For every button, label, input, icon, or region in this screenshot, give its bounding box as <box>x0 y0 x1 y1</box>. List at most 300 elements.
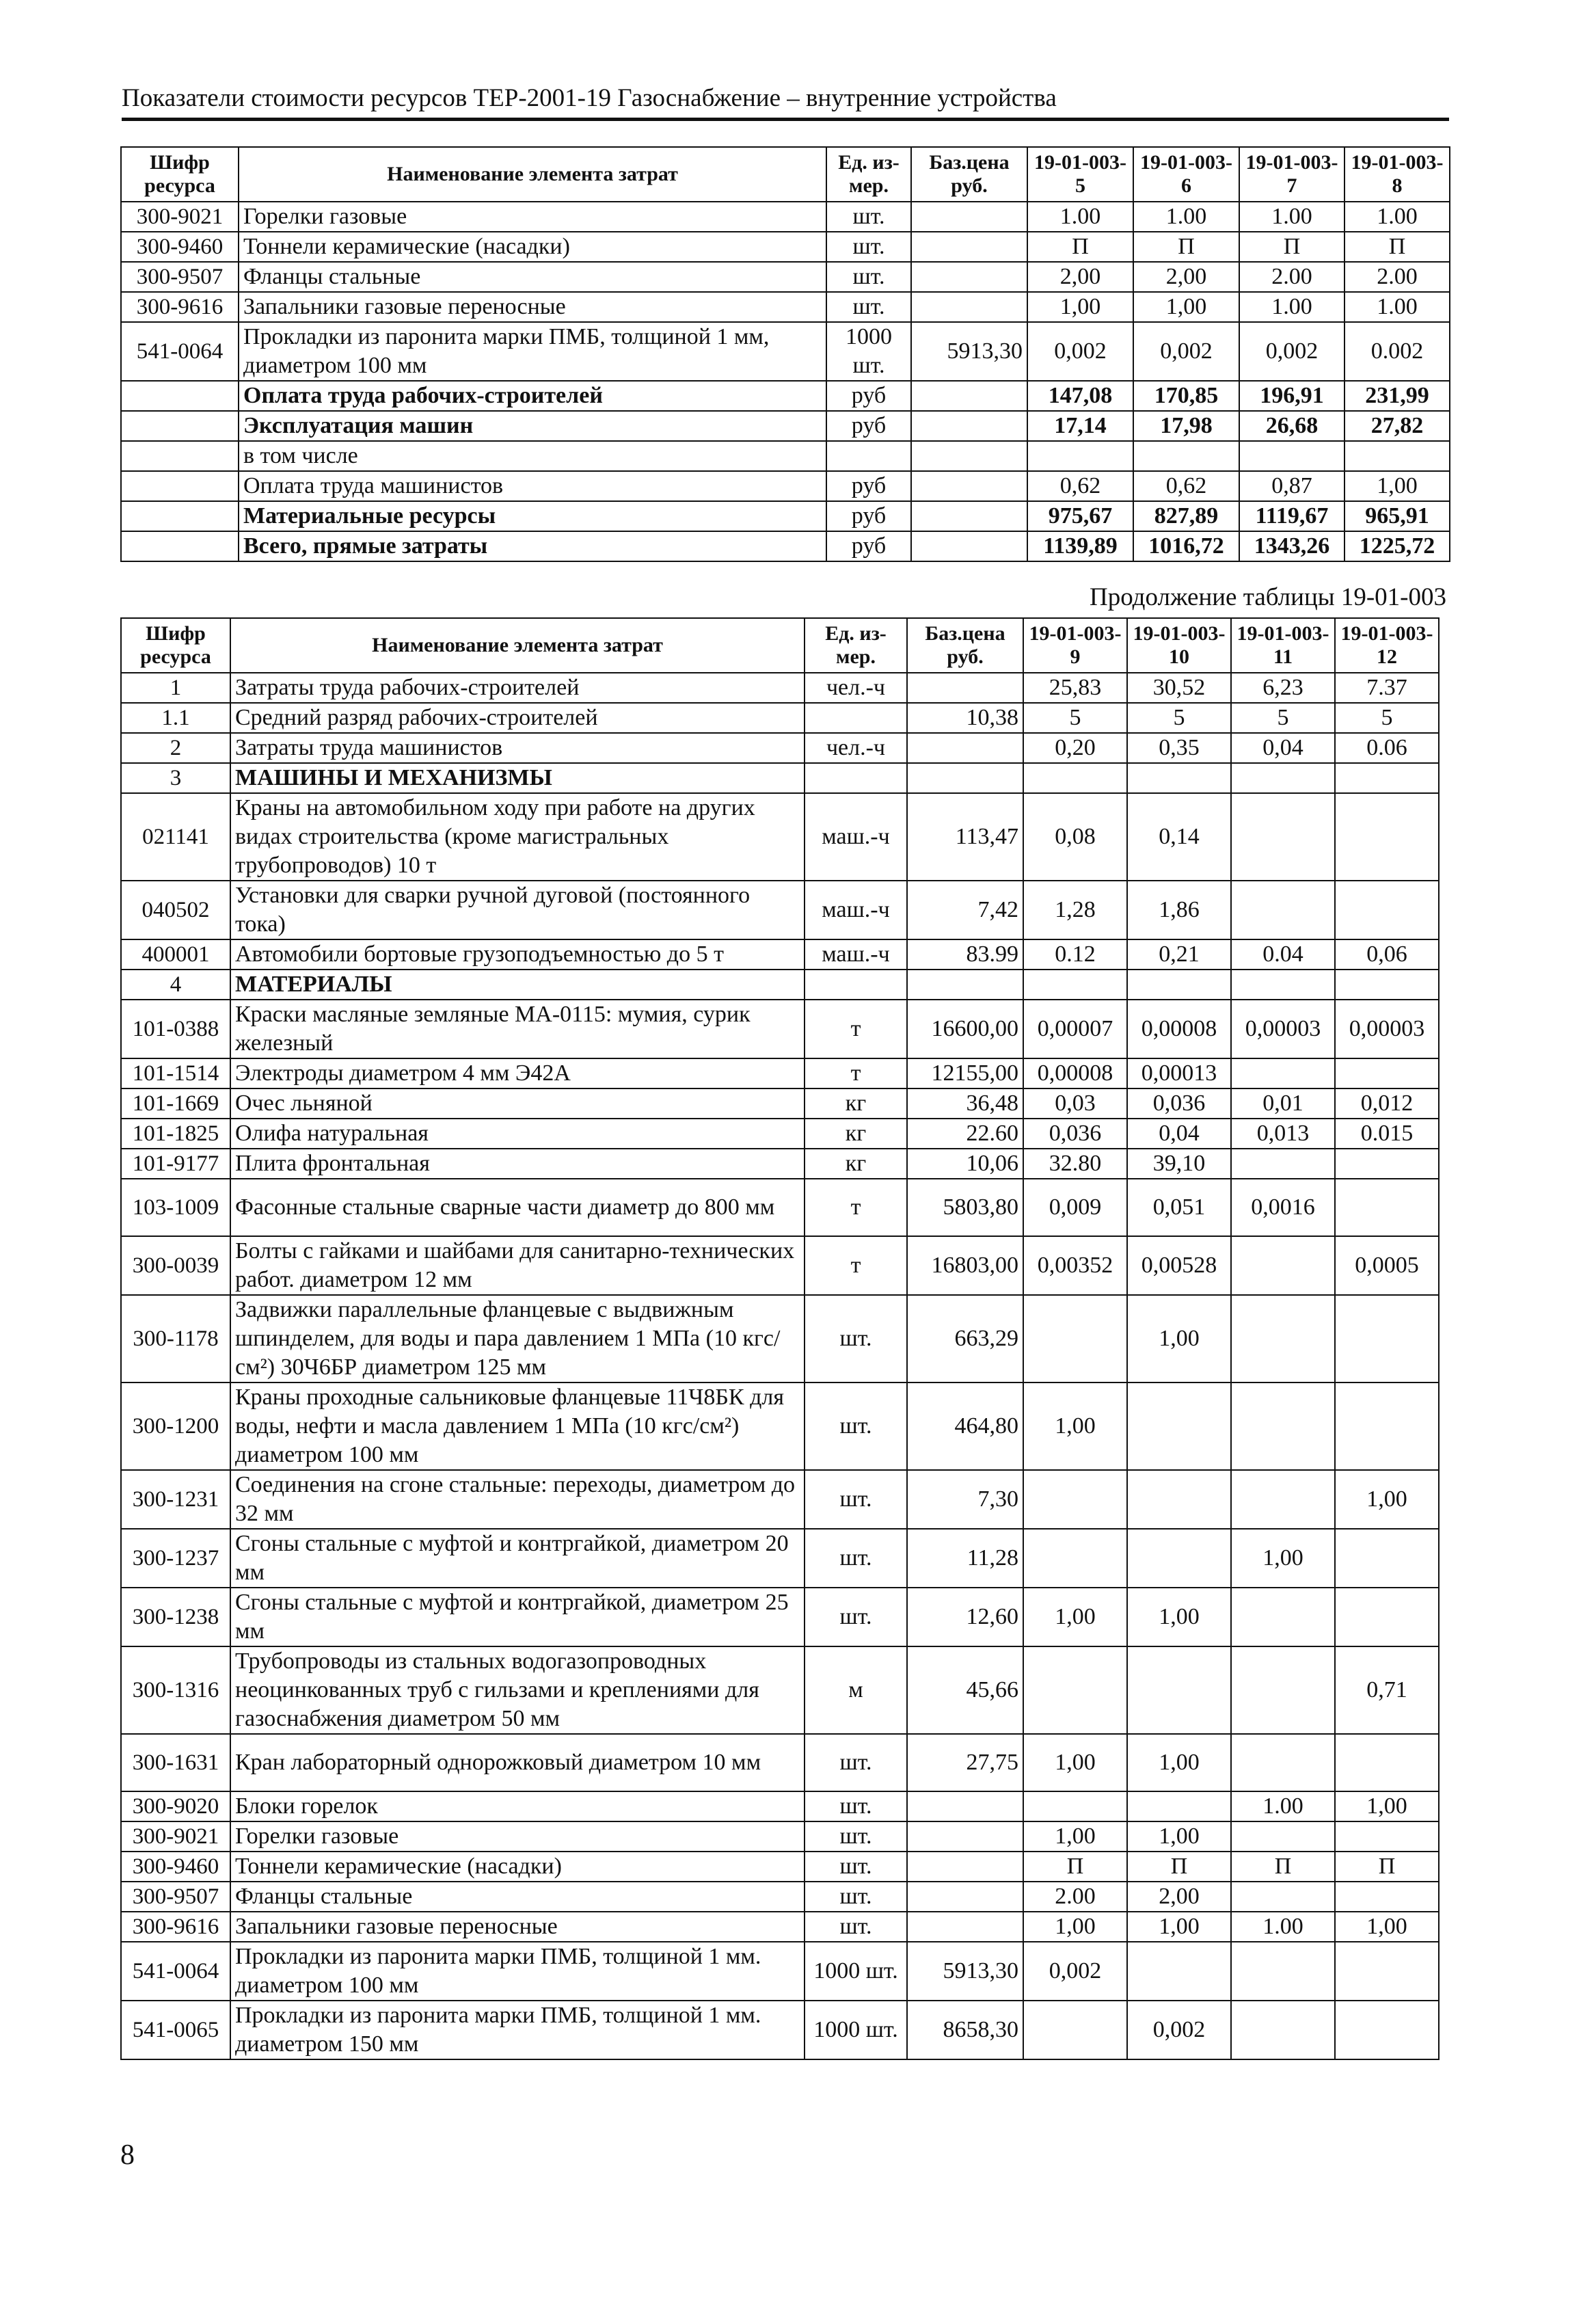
element-name-cell: Тоннели керамические (насадки) <box>230 1852 805 1882</box>
unit-cell: 1000 шт. <box>805 1942 907 2001</box>
unit-cell: шт. <box>805 1912 907 1942</box>
rate-value-cell <box>1231 1646 1335 1734</box>
rate-value-cell: 27,82 <box>1344 411 1450 441</box>
rate-value-cell: 6,23 <box>1231 673 1335 703</box>
element-name-cell: Материальные ресурсы <box>239 501 826 531</box>
base-price-cell: 16803,00 <box>907 1236 1023 1295</box>
rate-value-cell <box>1231 1734 1335 1791</box>
base-price-cell: 16600,00 <box>907 1000 1023 1058</box>
resource-code-cell: 300-1200 <box>121 1383 230 1470</box>
resource-code-cell <box>121 411 239 441</box>
base-price-cell: 7,30 <box>907 1470 1023 1529</box>
col-header-rate-4: 19-01-003-8 <box>1344 147 1450 202</box>
rate-value-cell: П <box>1239 232 1344 262</box>
element-name-cell: Задвижки параллельные фланцевые с выдвижным шпинделем, для воды и пара давлением 1 МПа (10 кгс/см²) 30Ч6БР диаметром 125 мм <box>230 1295 805 1383</box>
resource-code-cell: 101-1514 <box>121 1058 230 1088</box>
rate-value-cell: 0,051 <box>1127 1179 1231 1236</box>
resource-code-cell: 101-1825 <box>121 1119 230 1149</box>
rate-value-cell <box>1335 1529 1439 1588</box>
table-row <box>121 2001 1439 2059</box>
running-header: Показатели стоимости ресурсов ТЕР-2001-19 Газоснабжение – внутренние устройства <box>122 84 1057 112</box>
rate-value-cell: 0,87 <box>1239 471 1344 501</box>
element-name-cell: Автомобили бортовые грузоподъемностью до 5 т <box>230 939 805 970</box>
rate-value-cell: 1,00 <box>1023 1821 1127 1852</box>
base-price-cell <box>907 970 1023 1000</box>
rate-value-cell <box>1335 1942 1439 2001</box>
element-name-cell: Оплата труда машинистов <box>239 471 826 501</box>
unit-cell: шт. <box>805 1882 907 1912</box>
unit-cell: шт. <box>826 202 911 232</box>
resource-code-cell: 1 <box>121 673 230 703</box>
table-row <box>121 262 1450 292</box>
table-row <box>121 793 1439 881</box>
rate-value-cell: 0,0005 <box>1335 1236 1439 1295</box>
resource-code-cell <box>121 531 239 561</box>
rate-value-cell <box>1023 970 1127 1000</box>
rate-value-cell <box>1023 1646 1127 1734</box>
table-row <box>121 1912 1439 1942</box>
rate-value-cell <box>1335 1383 1439 1470</box>
unit-cell: маш.-ч <box>805 881 907 939</box>
rate-value-cell: 2.00 <box>1344 262 1450 292</box>
rate-value-cell: 0,71 <box>1335 1646 1439 1734</box>
unit-cell <box>805 763 907 793</box>
table-row <box>121 202 1450 232</box>
base-price-cell <box>911 531 1027 561</box>
table-row <box>121 1383 1439 1470</box>
resource-code-cell: 101-1669 <box>121 1088 230 1119</box>
base-price-cell: 11,28 <box>907 1529 1023 1588</box>
resource-code-cell: 300-9507 <box>121 262 239 292</box>
base-price-cell <box>911 232 1027 262</box>
table-row <box>121 970 1439 1000</box>
rate-value-cell <box>1023 2001 1127 2059</box>
resource-code-cell: 400001 <box>121 939 230 970</box>
rate-value-cell: 1.00 <box>1344 202 1450 232</box>
base-price-cell: 663,29 <box>907 1295 1023 1383</box>
rate-value-cell <box>1335 881 1439 939</box>
col-header-name: Наименование элемента затрат <box>230 618 805 673</box>
rate-value-cell: П <box>1027 232 1133 262</box>
rate-value-cell <box>1335 763 1439 793</box>
resource-code-cell: 300-1631 <box>121 1734 230 1791</box>
table-row <box>121 1119 1439 1149</box>
rate-value-cell: 1,00 <box>1023 1383 1127 1470</box>
base-price-cell: 36,48 <box>907 1088 1023 1119</box>
element-name-cell: Сгоны стальные с муфтой и контргайкой, диаметром 25 мм <box>230 1588 805 1646</box>
rate-value-cell: 5 <box>1127 703 1231 733</box>
rate-value-cell <box>1133 441 1239 471</box>
resource-code-cell <box>121 381 239 411</box>
table-row <box>121 292 1450 322</box>
rate-value-cell: 1.00 <box>1231 1912 1335 1942</box>
table-row <box>121 1529 1439 1588</box>
unit-cell: т <box>805 1058 907 1088</box>
rate-value-cell: 5 <box>1023 703 1127 733</box>
rate-value-cell: 0,35 <box>1127 733 1231 763</box>
unit-cell: кг <box>805 1149 907 1179</box>
element-name-cell: Запальники газовые переносные <box>230 1912 805 1942</box>
rate-value-cell: 26,68 <box>1239 411 1344 441</box>
rate-value-cell: 1,28 <box>1023 881 1127 939</box>
unit-cell: шт. <box>805 1529 907 1588</box>
rate-value-cell: 1.00 <box>1231 1791 1335 1821</box>
rate-value-cell: 0,036 <box>1023 1119 1127 1149</box>
table-row <box>121 471 1450 501</box>
rate-value-cell: 0,009 <box>1023 1179 1127 1236</box>
rate-value-cell <box>1335 1734 1439 1791</box>
rate-value-cell: 1,00 <box>1335 1912 1439 1942</box>
table-row <box>121 232 1450 262</box>
resource-code-cell: 300-1238 <box>121 1588 230 1646</box>
col-header-unit: Ед. из-мер. <box>805 618 907 673</box>
rate-value-cell: 1225,72 <box>1344 531 1450 561</box>
resource-code-cell <box>121 501 239 531</box>
rate-value-cell: 32.80 <box>1023 1149 1127 1179</box>
rate-value-cell: 0,62 <box>1027 471 1133 501</box>
base-price-cell: 7,42 <box>907 881 1023 939</box>
resource-code-cell: 300-9460 <box>121 1852 230 1882</box>
resource-code-cell: 103-1009 <box>121 1179 230 1236</box>
rate-value-cell <box>1231 2001 1335 2059</box>
element-name-cell: МАШИНЫ И МЕХАНИЗМЫ <box>230 763 805 793</box>
table-row <box>121 733 1439 763</box>
element-name-cell: Очес льняной <box>230 1088 805 1119</box>
rate-value-cell: П <box>1231 1852 1335 1882</box>
rate-value-cell <box>1127 1942 1231 2001</box>
base-price-cell: 83.99 <box>907 939 1023 970</box>
rate-value-cell <box>1335 1179 1439 1236</box>
element-name-cell: МАТЕРИАЛЫ <box>230 970 805 1000</box>
col-header-rate-12: 19-01-003-12 <box>1335 618 1439 673</box>
element-name-cell: Трубопроводы из стальных водогазопроводных неоцинкованных труб с гильзами и креплениями для газоснабжения диаметром 50 мм <box>230 1646 805 1734</box>
unit-cell: руб <box>826 411 911 441</box>
rate-value-cell <box>1231 1588 1335 1646</box>
element-name-cell: в том числе <box>239 441 826 471</box>
table-row <box>121 501 1450 531</box>
base-price-cell: 45,66 <box>907 1646 1023 1734</box>
base-price-cell: 113,47 <box>907 793 1023 881</box>
base-price-cell <box>911 411 1027 441</box>
rate-value-cell: 0,00008 <box>1127 1000 1231 1058</box>
unit-cell: шт. <box>805 1470 907 1529</box>
rate-value-cell: 0,002 <box>1239 322 1344 381</box>
table-row <box>121 1646 1439 1734</box>
element-name-cell: Блоки горелок <box>230 1791 805 1821</box>
unit-cell: шт. <box>826 262 911 292</box>
rate-value-cell <box>1127 1791 1231 1821</box>
rate-value-cell: 17,98 <box>1133 411 1239 441</box>
rate-value-cell <box>1335 1821 1439 1852</box>
rate-value-cell: 0,00528 <box>1127 1236 1231 1295</box>
rate-value-cell <box>1335 970 1439 1000</box>
rate-value-cell: 827,89 <box>1133 501 1239 531</box>
unit-cell: руб <box>826 501 911 531</box>
unit-cell: шт. <box>805 1852 907 1882</box>
unit-cell: 1000 шт. <box>826 322 911 381</box>
element-name-cell: Затраты труда рабочих-строителей <box>230 673 805 703</box>
rate-value-cell: 0,002 <box>1133 322 1239 381</box>
rate-value-cell <box>1335 1882 1439 1912</box>
rate-value-cell: П <box>1127 1852 1231 1882</box>
rate-value-cell: 1,00 <box>1127 1912 1231 1942</box>
resource-code-cell: 021141 <box>121 793 230 881</box>
table-row <box>121 1295 1439 1383</box>
element-name-cell: Сгоны стальные с муфтой и контргайкой, диаметром 20 мм <box>230 1529 805 1588</box>
rate-value-cell: 1119,67 <box>1239 501 1344 531</box>
rate-value-cell <box>1127 763 1231 793</box>
element-name-cell: Фасонные стальные сварные части диаметр до 800 мм <box>230 1179 805 1236</box>
element-name-cell: Прокладки из паронита марки ПМБ, толщиной 1 мм. диаметром 150 мм <box>230 2001 805 2059</box>
table-row <box>121 1734 1439 1791</box>
rate-value-cell: 1.00 <box>1239 202 1344 232</box>
unit-cell: чел.-ч <box>805 733 907 763</box>
rate-value-cell: 965,91 <box>1344 501 1450 531</box>
table-row <box>121 703 1439 733</box>
element-name-cell: Фланцы стальные <box>239 262 826 292</box>
rate-value-cell: 1.00 <box>1027 202 1133 232</box>
table-row <box>121 763 1439 793</box>
table-row <box>121 1000 1439 1058</box>
base-price-cell: 27,75 <box>907 1734 1023 1791</box>
unit-cell: маш.-ч <box>805 939 907 970</box>
rate-value-cell <box>1231 793 1335 881</box>
base-price-cell: 12,60 <box>907 1588 1023 1646</box>
rate-value-cell <box>1231 763 1335 793</box>
header-rule <box>122 118 1449 121</box>
table-row <box>121 1942 1439 2001</box>
element-name-cell: Горелки газовые <box>239 202 826 232</box>
resource-code-cell <box>121 441 239 471</box>
resource-code-cell: 1.1 <box>121 703 230 733</box>
rate-value-cell <box>1023 1791 1127 1821</box>
table-row <box>121 1236 1439 1295</box>
rate-value-cell: П <box>1023 1852 1127 1882</box>
rate-value-cell: 1,00 <box>1335 1470 1439 1529</box>
col-header-rate-9: 19-01-003-9 <box>1023 618 1127 673</box>
rate-value-cell: 0,002 <box>1127 2001 1231 2059</box>
rate-value-cell: 196,91 <box>1239 381 1344 411</box>
resource-code-cell: 541-0064 <box>121 322 239 381</box>
rate-value-cell: 1016,72 <box>1133 531 1239 561</box>
table-row <box>121 1088 1439 1119</box>
table-row <box>121 411 1450 441</box>
rate-value-cell <box>1231 1236 1335 1295</box>
resource-code-cell: 300-9460 <box>121 232 239 262</box>
rate-value-cell <box>1239 441 1344 471</box>
col-header-price: Баз.цена руб. <box>911 147 1027 202</box>
rate-value-cell <box>1231 1383 1335 1470</box>
rate-value-cell: 0,14 <box>1127 793 1231 881</box>
base-price-cell <box>907 763 1023 793</box>
table-row <box>121 1882 1439 1912</box>
rate-value-cell <box>1023 1529 1127 1588</box>
rate-value-cell <box>1231 970 1335 1000</box>
rate-value-cell: П <box>1344 232 1450 262</box>
element-name-cell: Затраты труда машинистов <box>230 733 805 763</box>
rate-value-cell: 1,00 <box>1127 1295 1231 1383</box>
base-price-cell <box>911 441 1027 471</box>
unit-cell: шт. <box>805 1383 907 1470</box>
col-header-code: Шифр ресурса <box>121 147 239 202</box>
base-price-cell <box>907 1791 1023 1821</box>
table-row <box>121 531 1450 561</box>
resource-code-cell: 300-1178 <box>121 1295 230 1383</box>
base-price-cell <box>907 673 1023 703</box>
rate-value-cell: 0.002 <box>1344 322 1450 381</box>
resource-code-cell: 040502 <box>121 881 230 939</box>
base-price-cell <box>907 1882 1023 1912</box>
resource-code-cell: 4 <box>121 970 230 1000</box>
table-row <box>121 673 1439 703</box>
rate-value-cell: П <box>1133 232 1239 262</box>
rate-value-cell: 0,002 <box>1023 1942 1127 2001</box>
rate-value-cell: 1139,89 <box>1027 531 1133 561</box>
resource-code-cell: 300-1237 <box>121 1529 230 1588</box>
col-header-name: Наименование элемента затрат <box>239 147 826 202</box>
rate-value-cell <box>1127 1529 1231 1588</box>
element-name-cell: Краны на автомобильном ходу при работе на других видах строительства (кроме магистральных трубопроводов) 10 т <box>230 793 805 881</box>
table-row <box>121 939 1439 970</box>
resource-code-cell <box>121 471 239 501</box>
table-row <box>121 1470 1439 1529</box>
element-name-cell: Оплата труда рабочих-строителей <box>239 381 826 411</box>
rate-value-cell: 0,00003 <box>1335 1000 1439 1058</box>
col-header-code: Шифр ресурса <box>121 618 230 673</box>
rate-value-cell <box>1335 1058 1439 1088</box>
rate-value-cell: 2,00 <box>1127 1882 1231 1912</box>
table-row <box>121 1058 1439 1088</box>
table-row <box>121 1179 1439 1236</box>
rate-value-cell: 1,00 <box>1133 292 1239 322</box>
unit-cell: шт. <box>805 1588 907 1646</box>
rate-value-cell <box>1231 1942 1335 2001</box>
element-name-cell: Краны проходные сальниковые фланцевые 11Ч8БК для воды, нефти и масла давлением 1 МПа (10 кгс/см²) диаметром 100 мм <box>230 1383 805 1470</box>
rate-value-cell: 975,67 <box>1027 501 1133 531</box>
rate-value-cell: 1,00 <box>1127 1734 1231 1791</box>
rate-value-cell: 25,83 <box>1023 673 1127 703</box>
rate-value-cell <box>1335 1588 1439 1646</box>
base-price-cell <box>907 1912 1023 1942</box>
rate-value-cell <box>1231 1149 1335 1179</box>
base-price-cell <box>911 202 1027 232</box>
col-header-rate-10: 19-01-003-10 <box>1127 618 1231 673</box>
base-price-cell: 22.60 <box>907 1119 1023 1149</box>
rate-value-cell: 0,62 <box>1133 471 1239 501</box>
resource-code-cell: 2 <box>121 733 230 763</box>
resource-code-cell: 300-1316 <box>121 1646 230 1734</box>
rate-value-cell: 0,04 <box>1231 733 1335 763</box>
resource-code-cell: 101-9177 <box>121 1149 230 1179</box>
rate-value-cell: 0,04 <box>1127 1119 1231 1149</box>
unit-cell: руб <box>826 531 911 561</box>
unit-cell: шт. <box>805 1791 907 1821</box>
element-name-cell: Краски масляные земляные МА-0115: мумия, сурик железный <box>230 1000 805 1058</box>
col-header-rate-2: 19-01-003-6 <box>1133 147 1239 202</box>
rate-value-cell: 1,86 <box>1127 881 1231 939</box>
rate-value-cell <box>1344 441 1450 471</box>
element-name-cell: Болты с гайками и шайбами для санитарно-технических работ. диаметром 12 мм <box>230 1236 805 1295</box>
rate-value-cell: 170,85 <box>1133 381 1239 411</box>
unit-cell: маш.-ч <box>805 793 907 881</box>
rate-value-cell: 0.12 <box>1023 939 1127 970</box>
element-name-cell: Фланцы стальные <box>230 1882 805 1912</box>
rate-value-cell: 1,00 <box>1127 1588 1231 1646</box>
rate-value-cell <box>1023 1470 1127 1529</box>
unit-cell: руб <box>826 471 911 501</box>
rate-value-cell: 231,99 <box>1344 381 1450 411</box>
col-header-rate-3: 19-01-003-7 <box>1239 147 1344 202</box>
unit-cell: шт. <box>805 1821 907 1852</box>
rate-value-cell: 0,013 <box>1231 1119 1335 1149</box>
base-price-cell: 5913,30 <box>911 322 1027 381</box>
resource-code-cell: 300-9507 <box>121 1882 230 1912</box>
table-row <box>121 1149 1439 1179</box>
rate-value-cell <box>1335 1149 1439 1179</box>
rate-value-cell <box>1127 1470 1231 1529</box>
resource-code-cell: 541-0065 <box>121 2001 230 2059</box>
rate-value-cell: 0,002 <box>1027 322 1133 381</box>
element-name-cell: Олифа натуральная <box>230 1119 805 1149</box>
resource-code-cell: 300-9616 <box>121 292 239 322</box>
rate-value-cell: 0.015 <box>1335 1119 1439 1149</box>
element-name-cell: Прокладки из паронита марки ПМБ, толщиной 1 мм, диаметром 100 мм <box>239 322 826 381</box>
rate-value-cell <box>1231 1821 1335 1852</box>
rate-value-cell: 17,14 <box>1027 411 1133 441</box>
rate-value-cell: 1.00 <box>1239 292 1344 322</box>
unit-cell: шт. <box>805 1295 907 1383</box>
rate-value-cell <box>1231 1058 1335 1088</box>
rate-value-cell: 0,036 <box>1127 1088 1231 1119</box>
page-number: 8 <box>120 2139 135 2171</box>
unit-cell: кг <box>805 1119 907 1149</box>
resource-code-cell: 541-0064 <box>121 1942 230 2001</box>
element-name-cell: Электроды диаметром 4 мм Э42А <box>230 1058 805 1088</box>
rate-value-cell: 1,00 <box>1335 1791 1439 1821</box>
unit-cell: шт. <box>826 232 911 262</box>
table-row <box>121 441 1450 471</box>
base-price-cell: 10,38 <box>907 703 1023 733</box>
base-price-cell: 5913,30 <box>907 1942 1023 2001</box>
rate-value-cell: 2.00 <box>1023 1882 1127 1912</box>
rate-value-cell: 5 <box>1335 703 1439 733</box>
resource-code-cell: 3 <box>121 763 230 793</box>
rate-value-cell: П <box>1335 1852 1439 1882</box>
unit-cell: шт. <box>826 292 911 322</box>
table-row <box>121 1588 1439 1646</box>
rate-value-cell <box>1127 1646 1231 1734</box>
rate-value-cell: 7.37 <box>1335 673 1439 703</box>
rate-value-cell: 0.06 <box>1335 733 1439 763</box>
resource-code-cell: 300-9616 <box>121 1912 230 1942</box>
rate-value-cell <box>1023 763 1127 793</box>
rate-value-cell: 0,0016 <box>1231 1179 1335 1236</box>
table-continuation-note: Продолжение таблицы 19-01-003 <box>1090 583 1446 611</box>
rate-value-cell <box>1231 1295 1335 1383</box>
base-price-cell <box>907 1852 1023 1882</box>
rate-value-cell: 0,00013 <box>1127 1058 1231 1088</box>
base-price-cell: 5803,80 <box>907 1179 1023 1236</box>
rate-value-cell: 0,06 <box>1335 939 1439 970</box>
rate-value-cell: 1,00 <box>1344 471 1450 501</box>
rate-value-cell <box>1335 2001 1439 2059</box>
rate-value-cell: 1.00 <box>1344 292 1450 322</box>
rate-value-cell: 1,00 <box>1023 1912 1127 1942</box>
base-price-cell <box>907 733 1023 763</box>
unit-cell <box>826 441 911 471</box>
element-name-cell: Прокладки из паронита марки ПМБ, толщиной 1 мм. диаметром 100 мм <box>230 1942 805 2001</box>
base-price-cell: 8658,30 <box>907 2001 1023 2059</box>
